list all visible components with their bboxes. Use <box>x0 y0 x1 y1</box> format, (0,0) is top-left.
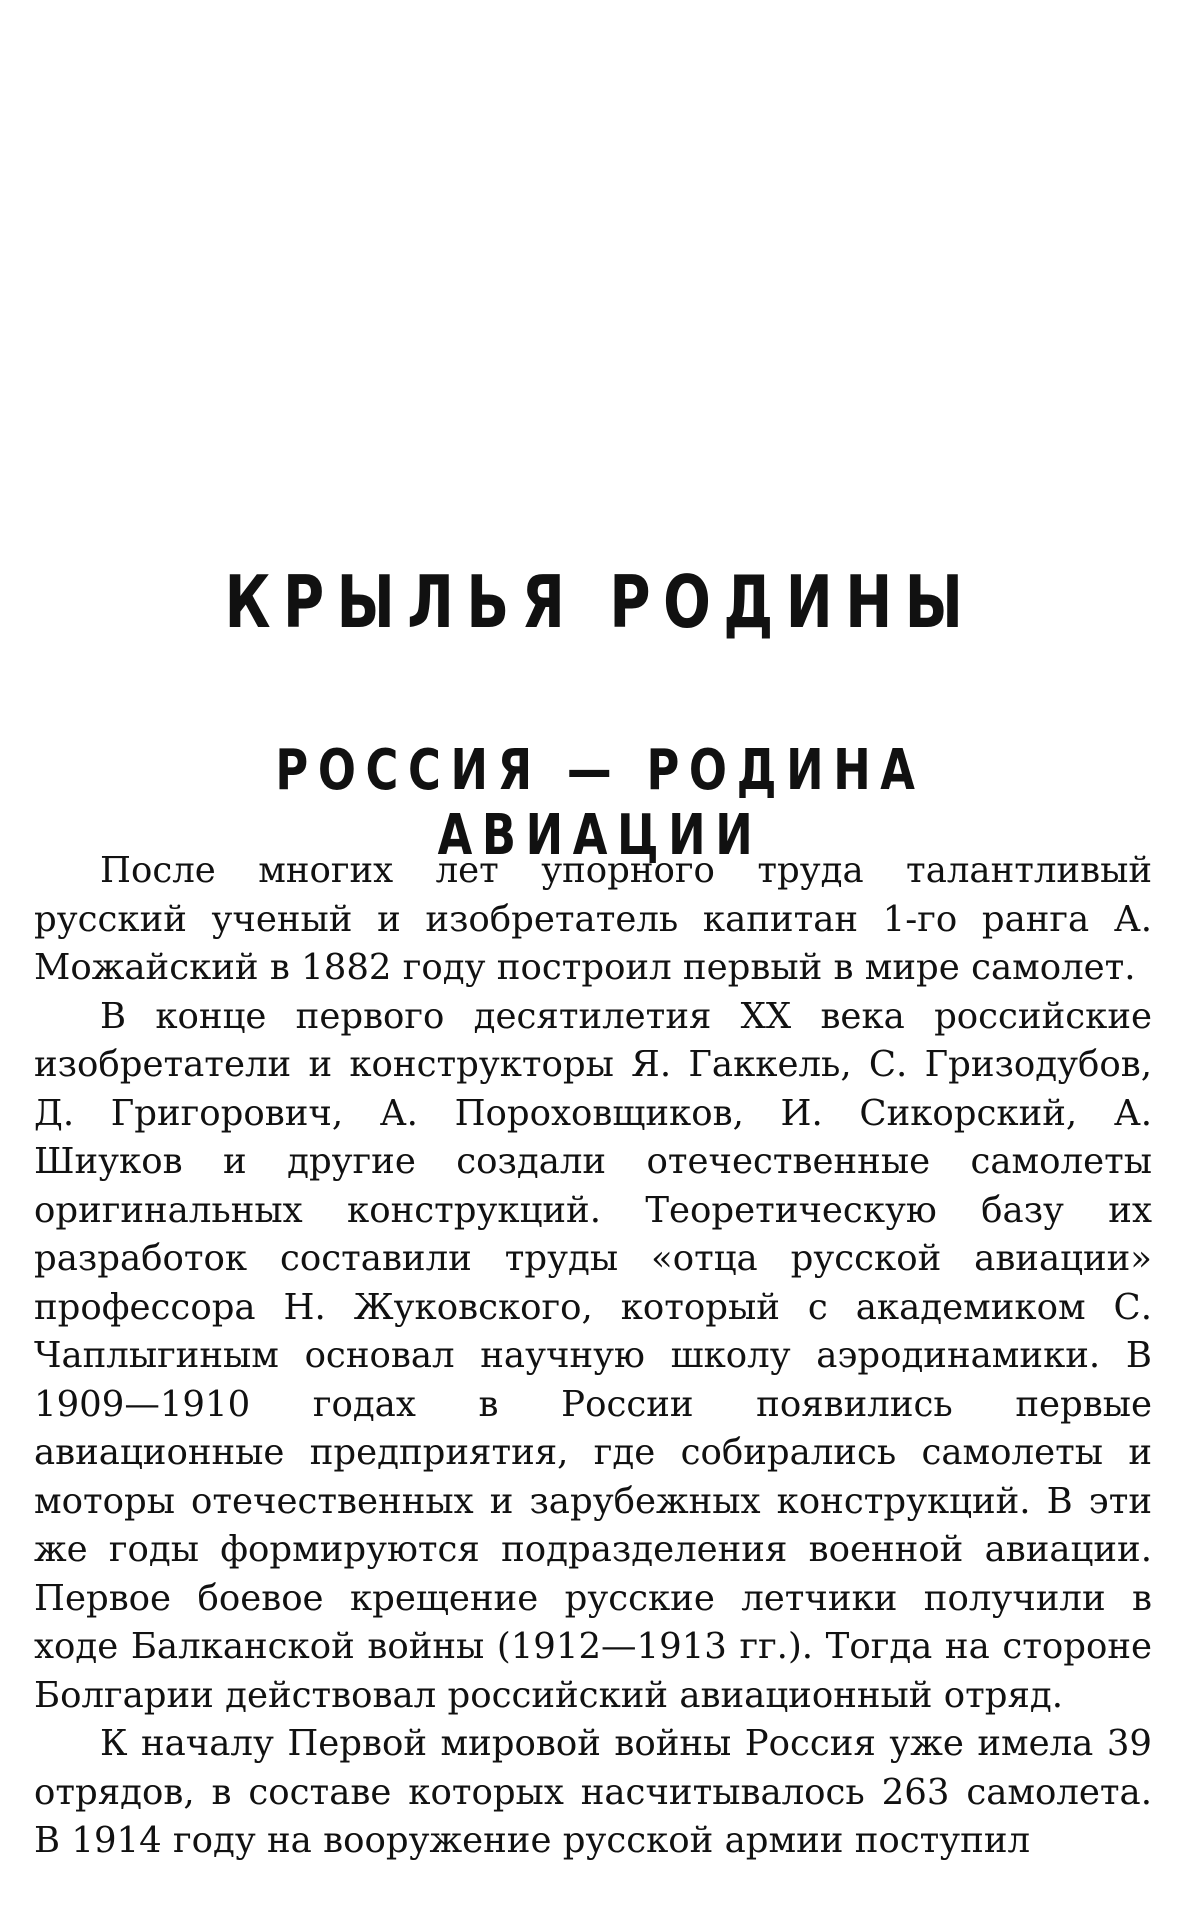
chapter-title: КРЫЛЬЯ РОДИНЫ <box>224 560 976 644</box>
paragraph: После многих лет упорного труда талантливый русский ученый и изобретатель капитан 1-го ранга А. Можайский в 1882 году построил первый в мире самолет. <box>34 850 1152 988</box>
paragraph: К началу Первой мировой войны Россия уже имела 39 отрядов, в составе которых насчитывалось 263 самолета. В 1914 году на вооружение русской армии поступил <box>34 1723 1152 1861</box>
paragraph: В конце первого десятилетия XX века российские изобретатели и конструкторы Я. Гаккель, С. Гризодубов, Д. Григорович, А. Пороховщиков, И. Сикорский, А. Шиуков и другие создали отечественные самолеты оригинальных конструкций. Теоретическую базу их разработок составили труды «отца русской авиации» профессора Н. Жуковского, который с академиком С. Чаплыгиным основал научную школу аэродинамики. В 1909—1910 годах в России появились первые авиационные предприятия, где собирались самолеты и моторы отечественных и зарубежных конструкций. В эти же годы формируются подразделения военной авиации. Первое боевое крещение русские летчики получили в ходе Балканской войны (1912—1913 гг.). Тогда на стороне Болгарии действовал российский авиационный отряд. <box>34 995 1152 1716</box>
body-text <box>34 847 1152 1866</box>
section-title: РОССИЯ — РОДИНА АВИАЦИИ <box>275 738 925 868</box>
